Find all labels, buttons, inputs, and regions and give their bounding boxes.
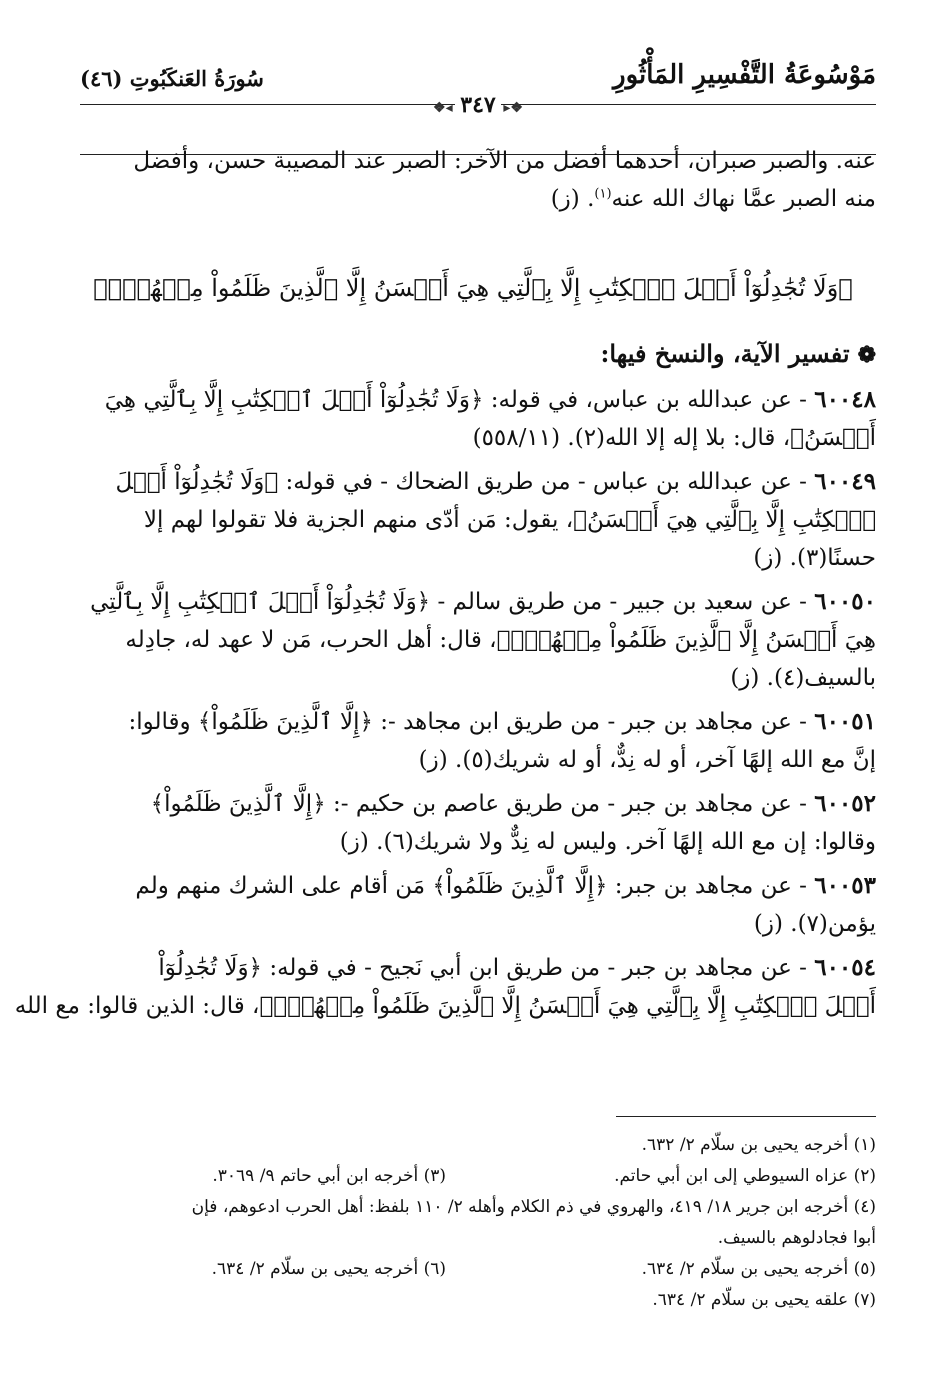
flower-icon: ❁ (857, 342, 876, 368)
entry-line (70, 703, 876, 741)
main-text (14, 142, 876, 1025)
footnote-row (70, 1161, 876, 1192)
ornament-left-icon: ◂❖ (433, 100, 453, 116)
header-rule-left (80, 104, 455, 105)
footnote-row (70, 1285, 876, 1316)
narration-entry (14, 949, 876, 1025)
entry-number: ٦٠٠٥٢ (814, 790, 876, 817)
intro-paragraph (70, 142, 876, 218)
entry-line (70, 463, 876, 501)
entry-text: - عن مجاهد بن جبر - من طريق ابن أبي نَجيح - في قوله: ﴿وَلَا تُجَٰدِلُوٓاْ (158, 955, 807, 981)
footnote-ref[interactable]: (١) (594, 186, 612, 202)
entry-text: - عن مجاهد بن جبر - من طريق ابن مجاهد -: ﴿إِلَّا ٱلَّذِينَ ظَلَمُواْ﴾ وقالوا: (128, 709, 807, 735)
entry-text: - عن مجاهد بن جبر: ﴿إِلَّا ٱلَّذِينَ ظَلَمُواْ﴾ مَن أقام على الشرك منهم ولم (135, 873, 807, 899)
entry-number: ٦٠٠٥١ (814, 708, 876, 735)
entry-number: ٦٠٠٥٣ (814, 872, 876, 899)
intro-line: عنه. والصبر صبران، أحدهما أفضل من الآخر: الصبر عند المصيبة حسن، وأفضل (133, 148, 876, 174)
footnote-3: (٣) أخرجه ابن أبي حاتم ٩/ ٣٠٦٩. (212, 1166, 446, 1186)
intro-tail: . (ز) (550, 186, 595, 212)
entry-line (70, 583, 876, 621)
entry-line: ٱلۡكِتَٰبِ إِلَّا بِٱلَّتِي هِيَ أَحۡسَنُ﴾، يقول: مَن أدّى منهم الجزية فلا تقولوا لهم إلا (143, 507, 876, 533)
footnotes (70, 1116, 876, 1316)
entry-text: - عن مجاهد بن جبر - من طريق عاصم بن حكيم -: ﴿إِلَّا ٱلَّذِينَ ظَلَمُواْ﴾ (150, 791, 807, 817)
entry-text: - عن عبدالله بن عباس، في قوله: ﴿وَلَا تُجَٰدِلُوٓاْ أَهۡلَ ٱلۡكِتَٰبِ إِلَّا بِٱلَّتِي هِيَ (104, 387, 807, 413)
book-title: مَوْسُوعَةُ التَّفْسِيرِ المَأْثُورِ (613, 60, 876, 90)
header-rule-right (501, 104, 876, 105)
footnote-2: (٢) عزاه السيوطي إلى ابن أبي حاتم. (614, 1166, 876, 1186)
intro-text: منه الصبر عمَّا نهاك الله عنه (611, 186, 876, 212)
footnote-7: (٧) علقه يحيى بن سلّام ٢/ ٦٣٤. (652, 1290, 876, 1310)
entry-text: - عن سعيد بن جبير - من طريق سالم - ﴿وَلَا تُجَٰدِلُوٓاْ أَهۡلَ ٱلۡكِتَٰبِ إِلَّا بِٱلَّتِي (90, 589, 807, 615)
footnote-row (70, 1130, 876, 1161)
entry-line: يؤمن(٧). (ز) (753, 911, 876, 937)
entry-line (70, 949, 876, 987)
section-heading-text: تفسير الآية، والنسخ فيها: (600, 339, 850, 368)
page-number (433, 92, 523, 118)
intro-line (70, 180, 876, 218)
entry-number: ٦٠٠٤٩ (814, 468, 876, 495)
footnote-row (70, 1254, 876, 1285)
entry-line (70, 381, 876, 419)
entry-text: - عن عبدالله بن عباس - من طريق الضحاك - في قوله: ﴿وَلَا تُجَٰدِلُوٓاْ أَهۡلَ (115, 469, 807, 495)
entry-line: أَحۡسَنُ﴾، قال: بلا إله إلا الله(٢). (٥٥٨/١١) (472, 425, 876, 451)
entry-number: ٦٠٠٥٠ (814, 588, 876, 615)
narration-entry (70, 463, 876, 577)
footnote-5: (٥) أخرجه يحيى بن سلّام ٢/ ٦٣٤. (641, 1259, 876, 1279)
entry-line (70, 785, 876, 823)
entry-number: ٦٠٠٥٤ (814, 954, 876, 981)
entry-line: أَهۡلَ ٱلۡكِتَٰبِ إِلَّا بِٱلَّتِي هِيَ أَحۡسَنُ إِلَّا ٱلَّذِينَ ظَلَمُواْ مِنۡهُمۡۖ﴾، قال: الذين قالوا: مع الله (14, 993, 876, 1019)
ayah-heading: ﴿وَلَا تُجَٰدِلُوٓاْ أَهۡلَ ٱلۡكِتَٰبِ إِلَّا بِٱلَّتِي هِيَ أَحۡسَنُ إِلَّا ٱلَّذِينَ ظَلَمُواْ مِنۡهُمۡۖ﴾ (93, 274, 853, 302)
ornament-right-icon: ❖▸ (503, 100, 523, 116)
entry-line (70, 867, 876, 905)
entry-number: ٦٠٠٤٨ (814, 386, 876, 413)
footnote-4-line: أبوا فجادلوهم بالسيف. (717, 1228, 876, 1248)
narration-entry (70, 381, 876, 457)
footnote-rule (616, 1116, 876, 1117)
entry-line: هِيَ أَحۡسَنُ إِلَّا ٱلَّذِينَ ظَلَمُواْ مِنۡهُمۡۖ﴾، قال: أهل الحرب، مَن لا عهد له، جادِله (125, 627, 876, 653)
surah-title: سُورَةُ العَنكَبُوتِ (٤٦) (80, 66, 264, 91)
narration-entry (70, 703, 876, 779)
narration-entry (70, 785, 876, 861)
narration-entry (70, 583, 876, 697)
entry-line: وقالوا: إن مع الله إلهًا آخر. وليس له نِدٌّ ولا شريك(٦). (ز) (339, 829, 876, 855)
footnote-1: (١) أخرجه يحيى بن سلّام ٢/ ٦٣٢. (641, 1135, 876, 1155)
page-number-value: ٣٤٧ (460, 92, 496, 118)
footnote-6: (٦) أخرجه يحيى بن سلّام ٢/ ٦٣٤. (211, 1259, 446, 1279)
entry-line: إنَّ مع الله إلهًا آخر، أو له نِدٌّ، أو له شريك(٥). (ز) (418, 747, 876, 773)
entry-line: بالسيف(٤). (ز) (730, 665, 876, 691)
section-heading (70, 334, 876, 375)
narration-entry (70, 867, 876, 943)
entry-line: حسنًا(٣). (ز) (753, 545, 876, 571)
page-header (80, 54, 876, 118)
footnote-4-line: (٤) أخرجه ابن جرير ١٨/ ٤١٩، والهروي في ذم الكلام وأهله ٢/ ١١٠ بلفظ: أهل الحرب ادعوهم، فإن (191, 1197, 876, 1217)
